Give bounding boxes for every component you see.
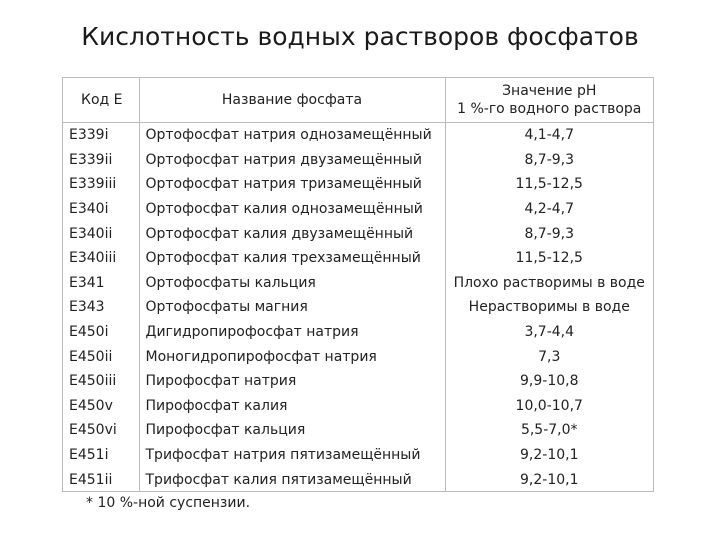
code-cell: Е341 (69, 274, 105, 291)
ph-cell: 4,2-4,7 (445, 197, 653, 222)
name-cell: Пирофосфат натрия (139, 369, 445, 394)
header-ph (445, 78, 653, 123)
code-cell: Е340i (69, 201, 109, 218)
ph-cell: 11,5-12,5 (445, 172, 653, 197)
ph-cell: Нерастворимы в воде (445, 295, 653, 320)
table-row (63, 369, 653, 394)
ph-cell: 4,1-4,7 (445, 123, 653, 148)
table-row (63, 295, 653, 320)
table-row (63, 246, 653, 271)
table-row (63, 172, 653, 197)
ph-cell: 3,7-4,4 (445, 320, 653, 345)
name-cell: Пирофосфат кальция (139, 418, 445, 443)
name-cell: Трифосфат натрия пятизамещённый (139, 443, 445, 468)
page-title: Кислотность водных растворов фосфатов (81, 22, 639, 51)
ph-cell: 10,0-10,7 (445, 394, 653, 419)
footnote: * 10 %-ной суспензии. (86, 495, 251, 511)
ph-cell: Плохо растворимы в воде (445, 271, 653, 296)
code-cell: Е451i (69, 447, 109, 464)
ph-cell: 8,7-9,3 (445, 148, 653, 173)
name-cell: Ортофосфат калия однозамещённый (139, 197, 445, 222)
name-cell: Дигидропирофосфат натрия (139, 320, 445, 345)
table-row (63, 271, 653, 296)
ph-cell: 11,5-12,5 (445, 246, 653, 271)
code-cell: Е450ii (69, 348, 113, 365)
name-cell: Ортофосфаты кальция (139, 271, 445, 296)
code-cell: Е450vi (69, 422, 117, 439)
ph-cell: 9,9-10,8 (445, 369, 653, 394)
name-cell: Моногидропирофосфат натрия (139, 344, 445, 369)
name-cell: Ортофосфат калия двузамещённый (139, 221, 445, 246)
table-header-row (63, 78, 653, 123)
code-cell: Е450v (69, 397, 113, 414)
name-cell: Ортофосфат натрия двузамещённый (139, 148, 445, 173)
name-cell: Ортофосфат натрия однозамещённый (139, 123, 445, 148)
table-row (63, 344, 653, 369)
table-row (63, 123, 653, 148)
table-row (63, 148, 653, 173)
table-body (63, 123, 653, 492)
table-row (63, 418, 653, 443)
ph-cell: 9,2-10,1 (445, 443, 653, 468)
name-cell: Трифосфат калия пятизамещённый (139, 467, 445, 492)
code-cell: Е339iii (69, 176, 117, 193)
header-ph-line2: 1 %-го водного раствора (457, 101, 642, 117)
table-row (63, 197, 653, 222)
name-cell: Ортофосфат калия трехзамещённый (139, 246, 445, 271)
ph-cell: 7,3 (445, 344, 653, 369)
code-cell: Е450i (69, 324, 109, 341)
ph-cell: 9,2-10,1 (445, 467, 653, 492)
header-name: Название фосфата (139, 78, 445, 123)
code-cell: Е450iii (69, 373, 117, 390)
table-row (63, 394, 653, 419)
table-row (63, 443, 653, 468)
name-cell: Ортофосфаты магния (139, 295, 445, 320)
name-cell: Пирофосфат калия (139, 394, 445, 419)
ph-cell: 5,5-7,0* (445, 418, 653, 443)
code-cell: Е339i (69, 127, 109, 144)
code-cell: Е340ii (69, 225, 113, 242)
code-cell: Е343 (69, 299, 105, 316)
header-ph-line1: Значение рН (502, 83, 597, 99)
code-cell: Е451ii (69, 471, 113, 488)
code-cell: Е340iii (69, 250, 117, 267)
name-cell: Ортофосфат натрия тризамещённый (139, 172, 445, 197)
header-code: Код Е (63, 78, 139, 123)
table-row (63, 467, 653, 492)
table-row (63, 221, 653, 246)
ph-cell: 8,7-9,3 (445, 221, 653, 246)
table-row (63, 320, 653, 345)
phosphate-table (62, 77, 654, 492)
code-cell: Е339ii (69, 151, 113, 168)
